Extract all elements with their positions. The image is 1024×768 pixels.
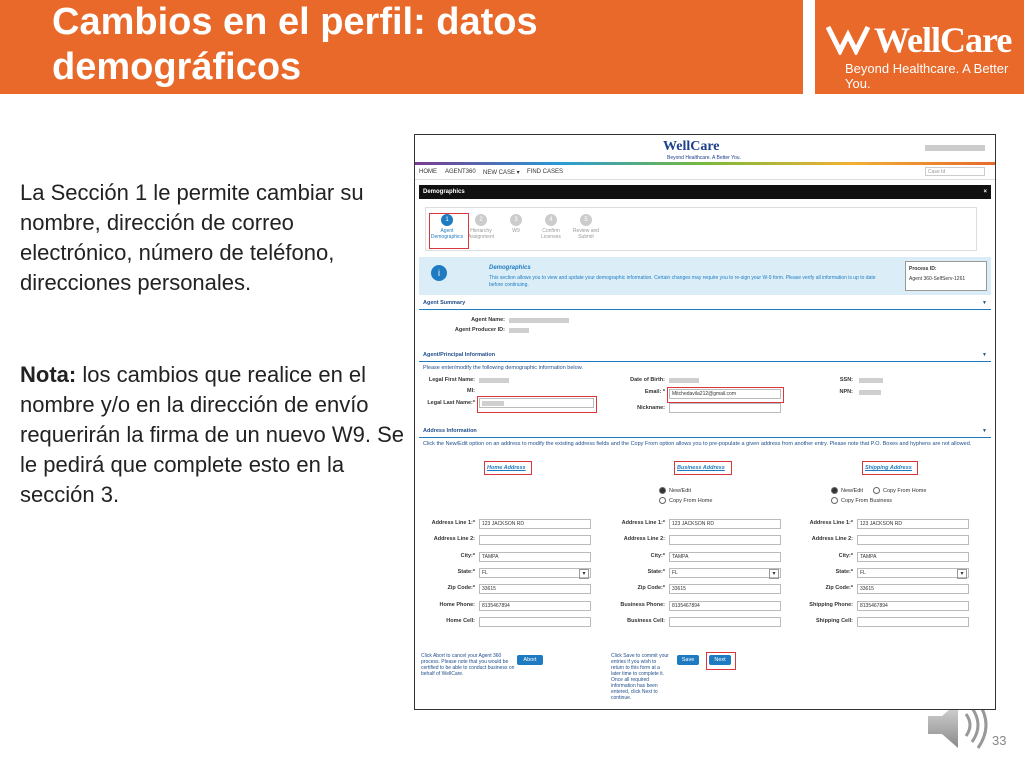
highlight-email <box>667 387 784 403</box>
state-select[interactable]: FL ▾ <box>479 568 591 578</box>
collapse-icon[interactable]: ▼ <box>982 428 987 434</box>
npn-blurred <box>859 390 881 395</box>
step-label: Review and Submit <box>572 228 600 240</box>
address-field-input[interactable]: 8135467894 <box>857 601 969 611</box>
app-screenshot <box>414 134 996 710</box>
highlight-last-name <box>477 396 597 413</box>
process-id-box <box>905 261 987 291</box>
radio-option[interactable] <box>831 487 863 494</box>
step-number: 2 <box>475 214 487 226</box>
radio-dot[interactable] <box>659 497 666 504</box>
app-header <box>415 135 995 165</box>
address-field-input[interactable]: 123 JACKSON RD <box>669 519 781 529</box>
nav-home[interactable]: HOME <box>419 169 437 175</box>
address-field-input[interactable]: 8135467894 <box>479 601 591 611</box>
address-field-input[interactable] <box>857 617 969 627</box>
legal-last-label: Legal Last Name:* <box>427 400 475 406</box>
highlight-address-title <box>862 461 918 475</box>
email-label: Email: * <box>644 389 665 395</box>
case-id-input[interactable]: Case Id <box>925 167 985 176</box>
info-title: Demographics <box>489 265 531 271</box>
app-nav <box>415 165 995 180</box>
address-field-input[interactable] <box>669 617 781 627</box>
abort-button[interactable]: Abort <box>517 655 543 665</box>
address-info-header[interactable] <box>419 427 991 438</box>
user-name-blurred[interactable] <box>925 145 985 151</box>
address-field-label: City:* <box>838 552 853 559</box>
step-label: Hierarchy Assignment <box>467 228 495 240</box>
radio-label: Copy From Home <box>883 487 927 494</box>
npn-label: NPN: <box>839 389 853 395</box>
step-label: Confirm Licenses <box>541 228 561 240</box>
address-field-label: City:* <box>460 552 475 559</box>
address-instructions: Click the New/Edit option on an address to modify the existing address fields and the Copy From option allows you to pre-populate a given address from another entry. Please note that P.O. Boxes and hyphens are not allowed. <box>423 441 972 447</box>
address-field-input[interactable]: 123 JACKSON RD <box>857 519 969 529</box>
address-field-label: State:* <box>647 568 665 575</box>
nickname-field[interactable] <box>669 403 781 413</box>
info-icon: i <box>431 265 447 281</box>
address-field-input[interactable]: 33615 <box>669 584 781 594</box>
address-field-input[interactable] <box>857 535 969 545</box>
address-field-label: City:* <box>650 552 665 559</box>
producer-id-blurred <box>509 328 529 333</box>
nickname-label: Nickname: <box>637 405 665 411</box>
highlight-next <box>706 652 736 670</box>
address-column-title: Home Address <box>487 465 526 471</box>
radio-option[interactable] <box>873 487 926 494</box>
address-field-label: Zip Code:* <box>637 585 665 592</box>
info-banner <box>419 257 991 295</box>
address-field-label: State:* <box>457 568 475 575</box>
step-label: Agent Demographics <box>430 228 464 240</box>
highlight-step1 <box>429 213 469 249</box>
section-title: Agent Summary <box>423 300 466 306</box>
step-review-submit[interactable] <box>567 214 605 240</box>
demographics-panel-bar <box>419 185 991 199</box>
logo-word-text: WellCare <box>874 20 1012 60</box>
step-number: 1 <box>441 214 453 226</box>
address-field-label: Home Phone: <box>439 601 475 608</box>
nav-agent360[interactable]: AGENT360 <box>445 169 476 175</box>
address-field-input[interactable] <box>479 617 591 627</box>
step-number: 3 <box>510 214 522 226</box>
step-label: W9 <box>512 228 520 234</box>
nav-new-case[interactable]: NEW CASE ▾ <box>483 170 520 176</box>
page-number: 33 <box>992 733 1007 748</box>
principal-instructions: Please enter/modify the following demographic information below. <box>423 365 583 371</box>
progress-steps <box>425 207 977 251</box>
state-select[interactable]: FL ▾ <box>669 568 781 578</box>
abort-note: Click Abort to cancel your Agent 360 process. Please note that you would be certified to be able to conduct business on behalf of WellCare. <box>421 653 515 677</box>
dob-label: Date of Birth: <box>630 377 665 383</box>
highlight-address-title <box>674 461 732 475</box>
address-field-label: Address Line 2: <box>811 536 853 543</box>
mi-label: MI: <box>467 388 475 394</box>
nav-find-cases[interactable]: FIND CASES <box>527 169 564 175</box>
info-text: This section allows you to view and update your demographic information. Certain changes may require you to re-sign your W-9 form. Please verify all information is up to date before continuing. <box>489 275 876 288</box>
agent-name-label: Agent Name: <box>471 317 505 323</box>
address-field-input[interactable]: TAMPA <box>857 552 969 562</box>
address-field-label: Address Line 1:* <box>431 520 475 526</box>
step-confirm-licenses[interactable] <box>532 214 570 240</box>
address-field-label: Address Line 2: <box>433 536 475 543</box>
radio-label: New/Edit <box>841 487 864 494</box>
note-label: Nota: <box>20 362 77 387</box>
ssn-label: SSN: <box>839 377 853 383</box>
address-field-label: Zip Code:* <box>825 585 853 592</box>
address-field-label: Address Line 1:* <box>809 520 853 526</box>
email-field[interactable]: Mitchedavila212@gmail.com <box>669 389 781 399</box>
close-icon[interactable]: × <box>983 189 987 195</box>
address-field-input[interactable]: TAMPA <box>669 552 781 562</box>
next-button[interactable]: Next <box>709 655 731 665</box>
paragraph-note <box>20 360 410 510</box>
step-number: 4 <box>545 214 557 226</box>
address-field-label: Business Cell: <box>627 617 665 624</box>
address-field-input[interactable]: 33615 <box>857 584 969 594</box>
section-title: Address Information <box>423 428 477 434</box>
address-field-label: State:* <box>835 568 853 575</box>
app-tagline: Beyond Healthcare. A Better You. <box>667 155 741 161</box>
address-field-label: Business Phone: <box>620 601 665 608</box>
step-number: 5 <box>580 214 592 226</box>
address-field-input[interactable] <box>669 535 781 545</box>
address-field-label: Address Line 1:* <box>621 520 665 526</box>
address-field-input[interactable]: 8135467894 <box>669 601 781 611</box>
slide-title: Cambios en el perfil: datos demográficos <box>52 1 538 88</box>
agent-name-blurred <box>509 318 569 323</box>
legal-first-blurred <box>479 378 509 383</box>
dob-blurred <box>669 378 699 383</box>
address-column-title: Business Address <box>677 465 725 471</box>
agent-summary-header[interactable] <box>419 299 991 310</box>
collapse-icon[interactable]: ▼ <box>982 352 987 358</box>
radio-dot[interactable] <box>873 487 880 494</box>
process-id-label: Process ID: <box>909 266 937 272</box>
address-field-label: Shipping Phone: <box>809 601 853 608</box>
radio-label: New/Edit <box>669 487 692 494</box>
save-note: Click Save to commit your entries if you wish to return to this form at a later time to complete it. Once all required information has been entered, click Next to continue. <box>611 653 669 701</box>
state-select[interactable]: FL ▾ <box>857 568 969 578</box>
address-field-label: Shipping Cell: <box>816 617 853 624</box>
address-field-label: Home Cell: <box>446 617 475 624</box>
note-text: los cambios que realice en el nombre y/o en la dirección de envío requerirán la firma de un nuevo W9. Se le pedirá que complete esto en la sección 3. <box>20 362 404 507</box>
legal-first-label: Legal First Name: <box>428 377 475 383</box>
panel-title: Demographics <box>423 189 465 195</box>
address-field-input[interactable] <box>479 535 591 545</box>
radio-dot[interactable] <box>659 487 666 494</box>
radio-option[interactable] <box>659 497 712 504</box>
logo-tagline: Beyond Healthcare. A Better You. <box>845 61 1009 91</box>
radio-option[interactable] <box>659 487 691 494</box>
save-button[interactable]: Save <box>677 655 699 665</box>
radio-dot[interactable] <box>831 497 838 504</box>
ssn-blurred <box>859 378 883 383</box>
radio-label: Copy From Home <box>669 497 713 504</box>
address-field-input[interactable]: 123 JACKSON RD <box>479 519 591 529</box>
wellcare-swoosh-icon <box>826 23 874 55</box>
radio-option[interactable] <box>831 497 892 504</box>
paragraph-section1: La Sección 1 le permite cambiar su nombre, dirección de correo electrónico, número de teléfono, direcciones personales. <box>20 180 364 295</box>
principal-info-header[interactable] <box>419 351 991 362</box>
address-field-label: Zip Code:* <box>447 585 475 592</box>
wellcare-logo <box>826 19 1011 61</box>
process-id-value: Agent 360-SelfServ-1261 <box>909 276 966 282</box>
producer-id-label: Agent Producer ID: <box>454 327 505 333</box>
step-w9[interactable] <box>497 214 535 234</box>
address-column-title: Shipping Address <box>865 465 912 471</box>
app-logo: WellCare <box>663 139 720 154</box>
address-field-input[interactable]: TAMPA <box>479 552 591 562</box>
address-field-input[interactable]: 33615 <box>479 584 591 594</box>
radio-dot[interactable] <box>831 487 838 494</box>
radio-label: Copy From Business <box>841 497 893 504</box>
collapse-icon[interactable]: ▼ <box>982 300 987 306</box>
address-field-label: Address Line 2: <box>623 536 665 543</box>
section-title: Agent/Principal Information <box>423 352 496 358</box>
highlight-address-title <box>484 461 532 475</box>
